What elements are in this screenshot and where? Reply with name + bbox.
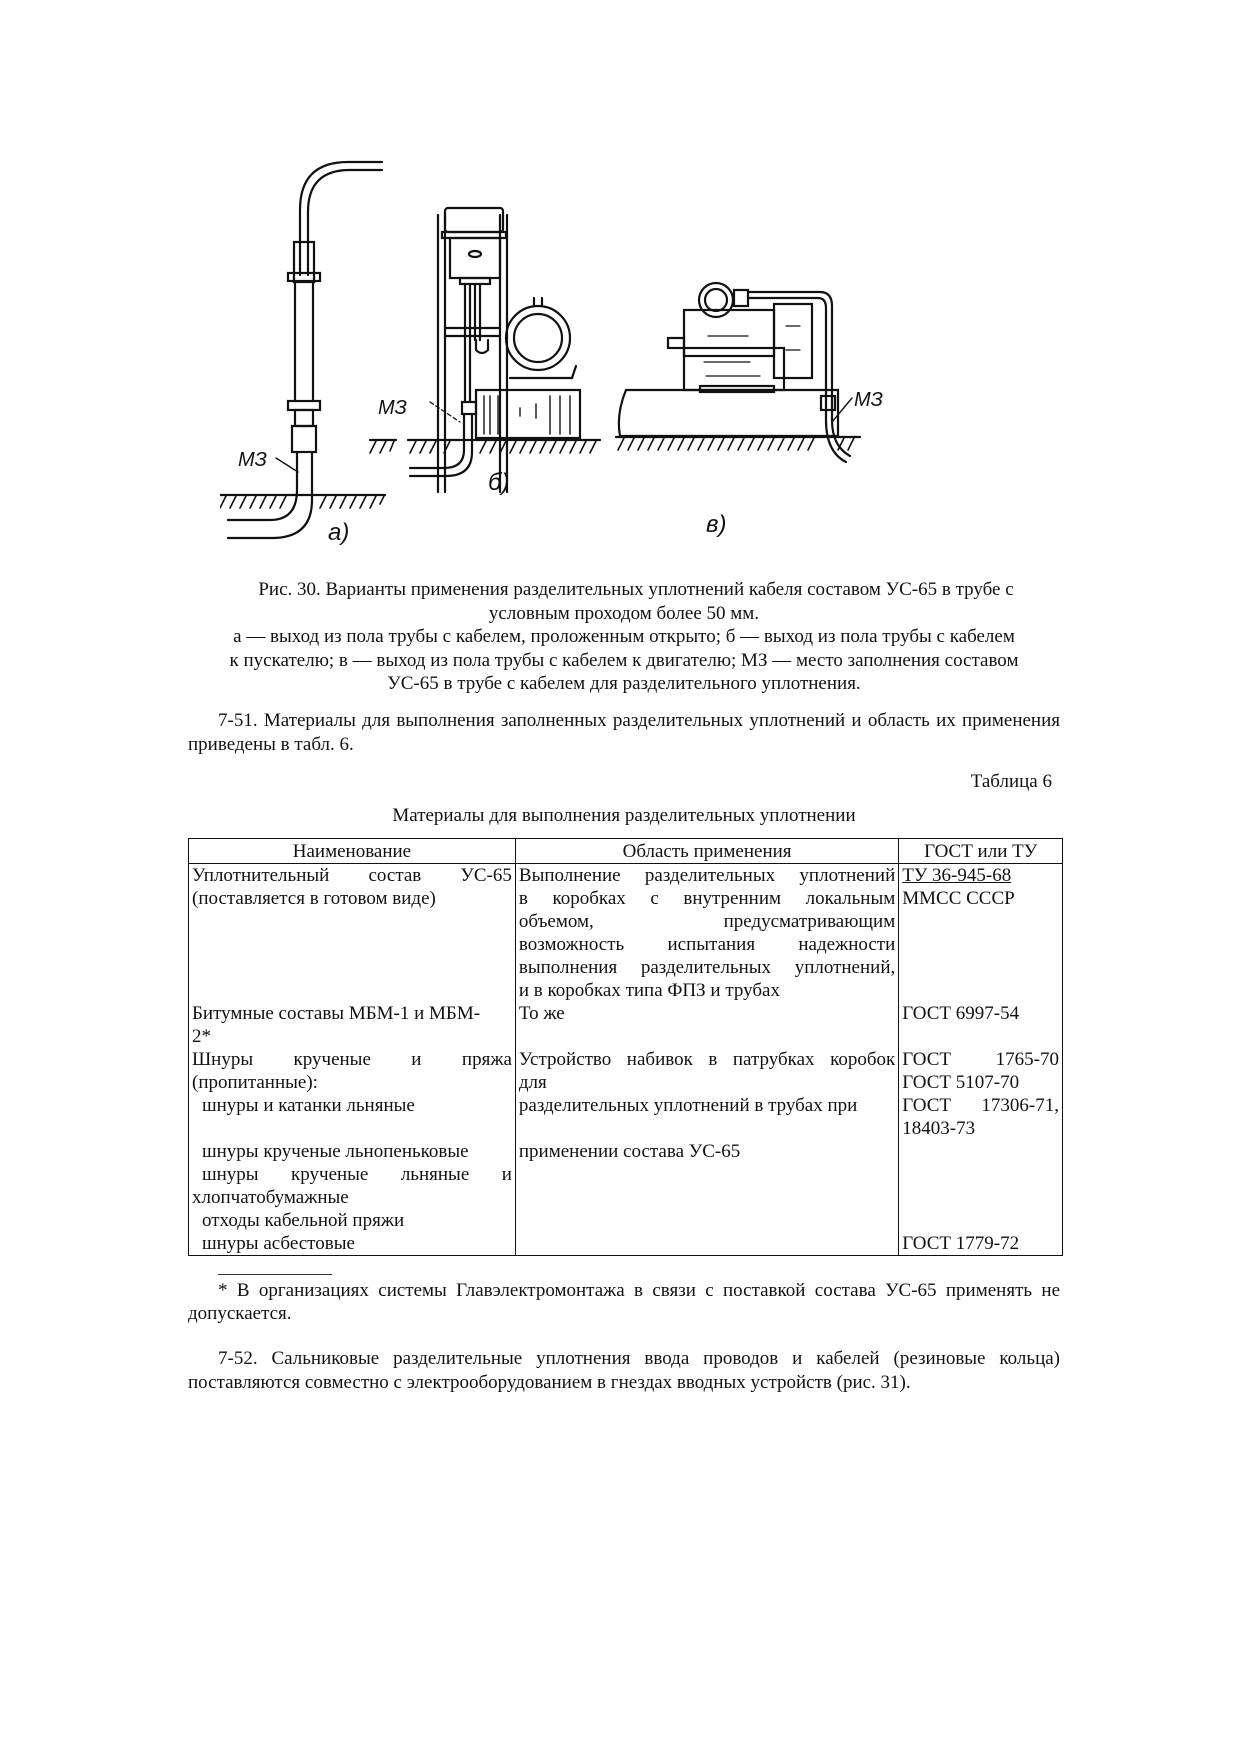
cell-area: То же (515, 1002, 898, 1048)
panel-c-label: в) (706, 511, 727, 538)
table-header-row (189, 839, 1063, 864)
table-row (189, 1048, 1063, 1256)
cell-gost: ГОСТ 1765-70 ГОСТ 5107-70 ГОСТ 17306-71, 18403-73 ГОСТ 1779-72 (899, 1048, 1063, 1256)
paragraph-7-51: 7-51. Материалы для выполнения заполненных разделительных уплотнений и область их применения приведены в табл. 6. (188, 710, 1060, 755)
paragraph-7-52: 7-52. Сальниковые разделительные уплотнения ввода проводов и кабелей (резиновые кольца) поставляются совместно с электрооборудованием в гнездах вводных устройств (рис. 31). (188, 1348, 1060, 1393)
panel-a-label: а) (328, 519, 350, 546)
panel-b-label: б) (488, 469, 510, 496)
caption-legend-line-1: а — выход из пола трубы с кабелем, проложенным открыто; б — выход из пола трубы с кабелем (233, 626, 1015, 647)
panel-c-mz-label: МЗ (854, 389, 883, 411)
caption-legend-line-2: к пускателю; в — выход из пола трубы с кабелем к двигателю; МЗ — место заполнения составом (229, 649, 1019, 671)
caption-title-line-2: условным проходом более 50 мм. (488, 602, 760, 624)
cell-name: Битумные составы МБМ-1 и МБМ- 2* (189, 1002, 516, 1048)
panel-b-mz-label: МЗ (378, 397, 407, 419)
figure-caption (188, 578, 1060, 696)
footnote: * В организациях системы Главэлектромонтажа в связи с поставкой состава УС-65 применять не допускается. (188, 1280, 1060, 1324)
table-row (189, 864, 1063, 1003)
panel-b-drawing (370, 208, 600, 492)
cable-seal-diagram (220, 150, 1020, 570)
header-area: Область применения (515, 839, 898, 864)
materials-table (188, 838, 1063, 1256)
figure-30 (220, 150, 1020, 570)
panel-a-mz-label: МЗ (238, 449, 267, 471)
caption-legend-line-3: УС-65 в трубе с кабелем для разделительного уплотнения. (387, 673, 861, 694)
cell-name: Шнуры крученые и пряжа (пропитанные): шнуры и катанки льняные шнуры крученые льнопеньковые шнуры крученые льняные и хлопчатобумажные отходы кабельной пряжи шнуры асбестовые (189, 1048, 516, 1256)
caption-title-line-1: Рис. 30. Варианты применения разделительных уплотнений кабеля составом УС-65 в трубе с (258, 579, 1014, 600)
footnote-separator (218, 1274, 332, 1275)
cell-gost: ТУ 36-945-68 ММСС СССР (899, 864, 1063, 1003)
cell-area: Устройство набивок в патрубках коробок для разделительных уплотнений в трубах при применении состава УС-65 (515, 1048, 898, 1256)
cell-gost: ГОСТ 6997-54 (899, 1002, 1063, 1048)
header-name: Наименование (189, 839, 516, 864)
header-gost: ГОСТ или ТУ (899, 839, 1063, 864)
gost-link[interactable]: ТУ 36-945-68 (902, 865, 1012, 886)
cell-area: Выполнение разделительных уплотнений в коробках с внутренним локальным объемом, предусматривающим возможность испытания надежности выполнения разделительных уплотнений, и в коробках типа ФПЗ и трубах (515, 864, 898, 1003)
table-row (189, 1002, 1063, 1048)
panel-a-drawing (220, 162, 385, 538)
table-title: Материалы для выполнения разделительных уплотнении (392, 805, 856, 826)
panel-c-drawing (616, 283, 860, 462)
cell-name: Уплотнительный состав УС-65 (поставляется в готовом виде) (189, 864, 516, 1003)
table-number-label: Таблица 6 (970, 771, 1052, 792)
